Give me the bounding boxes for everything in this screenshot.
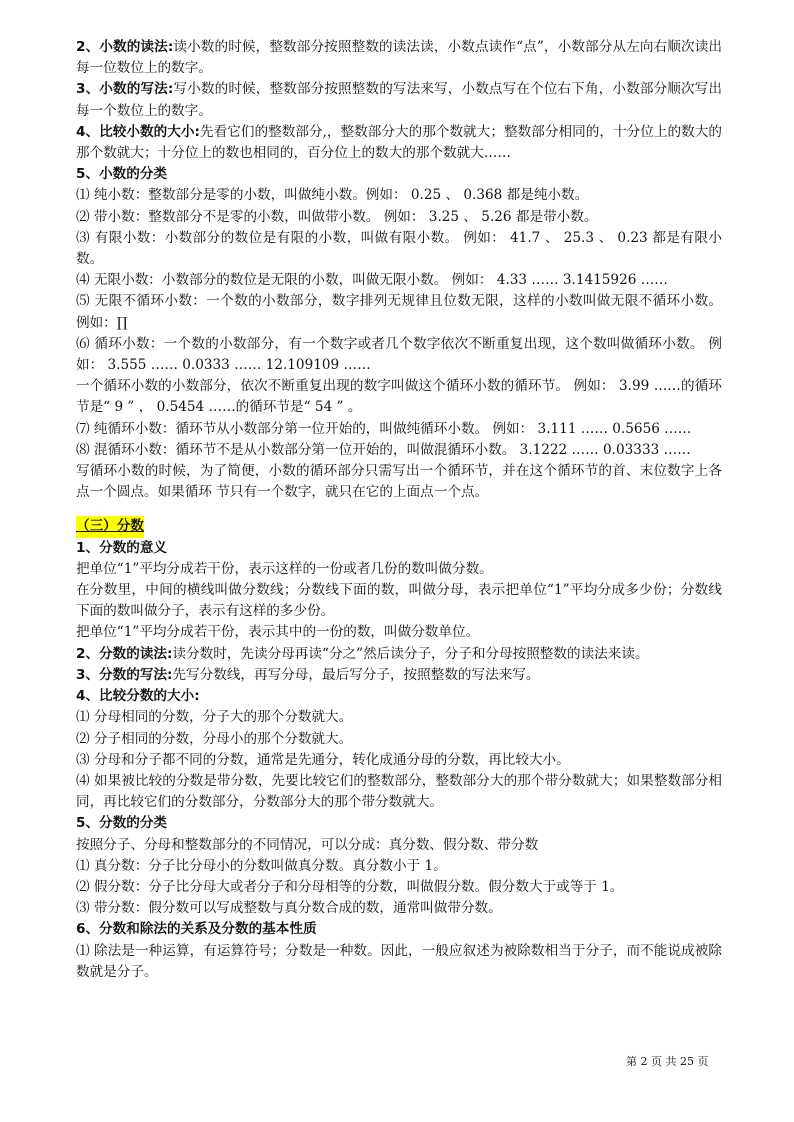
fraction-writing-heading: 3、分数的写法:: [76, 666, 173, 683]
fractions-section: [76, 516, 722, 537]
fraction-compare-item: ⑴ 分母相同的分数，分子大的那个分数就大。: [76, 709, 353, 726]
decimal-reading-rule: [76, 37, 722, 79]
fraction-meaning-heading: 1、分数的意义: [76, 539, 168, 556]
decimal-reading-heading: 2、小数的读法:: [76, 39, 174, 55]
fraction-definition: 把单位“1”平均分成若干份，表示这样的一份或者几份的数叫做分数。: [76, 560, 493, 577]
decimal-classification-heading: 5、小数的分类: [76, 166, 168, 183]
pure-decimal-item: ⑴ 纯小数：整数部分是零的小数，叫做纯小数。例如： 0.25 、 0.368 都是纯小数。: [76, 187, 589, 204]
fraction-division-heading: 6、分数和除法的关系及分数的基本性质: [76, 921, 317, 938]
fraction-classification-intro: 按照分子、分母和整数部分的不同情况，可以分成：真分数、假分数、带分数: [76, 836, 539, 853]
fractions-section-title: （三）分数: [76, 516, 144, 537]
decimal-writing-rule: [76, 79, 722, 121]
proper-fraction-item: ⑴ 真分数：分子比分母小的分数叫做真分数。真分数小于 1。: [76, 857, 447, 874]
fraction-reading-heading: 2、分数的读法:: [76, 645, 173, 662]
fraction-unit-definition: 把单位“1”平均分成若干份，表示其中的一份的数，叫做分数单位。: [76, 624, 480, 641]
page-content: [76, 37, 722, 983]
finite-decimal-item: ⑶ 有限小数：小数部分的数位是有限的小数，叫做有限小数。 例如： 41.7 、 25.3 、 0.23 都是有限小数。: [76, 229, 722, 268]
fraction-compare-item: ⑵ 分子相同的分数，分母小的那个分数就大。: [76, 730, 353, 747]
decimal-writing-heading: 3、小数的写法:: [76, 81, 174, 98]
mixed-decimal-item: ⑵ 带小数：整数部分不是零的小数，叫做带小数。 例如： 3.25 、 5.26 都是带小数。: [76, 208, 598, 225]
infinite-decimal-item: ⑷ 无限小数：小数部分的数位是无限的小数，叫做无限小数。 例如： 4.33 …… 3.1415926 ……: [76, 272, 668, 289]
fraction-division-item: ⑴ 除法是一种运算，有运算符号；分数是一种数。因此，一般应叙述为被除数相当于分子，而不能说成被除数就是分子。: [76, 942, 722, 980]
decimal-writing-text: 写小数的时候，整数部分按照整数的写法来写，小数点写在个位右下角，小数部分顺次写出每一个数位上的数字。: [76, 81, 722, 119]
fraction-reading-text: 读分数时，先读分母再读“分之”然后读分子，分子和分母按照整数的读法来读。: [172, 645, 649, 662]
repeating-decimal-notation-note: 写循环小数的时候，为了简便，小数的循环部分只需写出一个循环节，并在这个循环节的首、末位数字上各点一个圆点。如果循环 节只有一个数字，就只在它的上面点一个点。: [76, 463, 722, 501]
decimal-compare-rule: [76, 122, 722, 164]
decimal-compare-heading: 4、比较小数的大小:: [76, 123, 200, 140]
fraction-compare-heading: 4、比较分数的大小:: [76, 688, 200, 705]
improper-fraction-item: ⑵ 假分数：分子比分母大或者分子和分母相等的分数，叫做假分数。假分数大于或等于 1。: [76, 878, 624, 895]
fraction-compare-item: ⑶ 分母和分子都不同的分数，通常是先通分，转化成通分母的分数，再比较大小。: [76, 751, 570, 768]
pure-repeating-decimal-item: ⑺ 纯循环小数：循环节从小数部分第一位开始的，叫做纯循环小数。 例如： 3.111 …… 0.5656 ……: [76, 420, 692, 437]
decimal-reading-text: 读小数的时候，整数部分按照整数的读法读，小数点读作“点”，小数部分从左向右顺次读出每一位数位上的数字。: [76, 39, 722, 77]
section-gap: [76, 503, 722, 516]
decimal-compare-text: 先看它们的整数部分,，整数部分大的那个数就大；整数部分相同的，十分位上的数大的那个数就大；十分位上的数也相同的，百分位上的数大的那个数就大……: [76, 123, 722, 162]
fraction-reading-rule: [76, 644, 722, 665]
repetend-note: 一个循环小数的小数部分，依次不断重复出现的数字叫做这个循环小数的循环节。 例如： 3.99 ……的循环节是“ 9 ” ， 0.5454 ……的循环节是“ 54 ” 。: [76, 378, 722, 416]
fraction-classification-heading: 5、分数的分类: [76, 815, 168, 832]
page-number: 第 2 页 共 25 页: [626, 1055, 709, 1068]
fraction-writing-rule: [76, 665, 722, 686]
mixed-number-item: ⑶ 带分数：假分数可以写成整数与真分数合成的数，通常叫做带分数。: [76, 900, 502, 917]
fraction-compare-item: ⑷ 如果被比较的分数是带分数，先要比较它们的整数部分，整数部分大的那个带分数就大；如果整数部分相同，再比较它们的分数部分，分数部分大的那个带分数就大。: [76, 772, 722, 811]
mixed-repeating-decimal-item: ⑻ 混循环小数：循环节不是从小数部分第一位开始的，叫做混循环小数。 3.1222 …… 0.03333 ……: [76, 441, 691, 458]
non-repeating-decimal-item: ⑸ 无限不循环小数：一个数的小数部分，数字排列无规律且位数无限，这样的小数叫做无限不循环小数。 例如：∏: [76, 293, 722, 331]
fraction-parts-explanation: 在分数里，中间的横线叫做分数线；分数线下面的数，叫做分母，表示把单位“1”平均分成多少份；分数线下面的数叫做分子，表示有这样的多少份。: [76, 582, 722, 620]
fraction-writing-text: 先写分数线，再写分母，最后写分子，按照整数的写法来写。: [172, 666, 540, 683]
repeating-decimal-item: ⑹ 循环小数：一个数的小数部分，有一个数字或者几个数字依次不断重复出现，这个数叫做循环小数。 例如： 3.555 …… 0.0333 …… 12.109109 ……: [76, 335, 722, 374]
